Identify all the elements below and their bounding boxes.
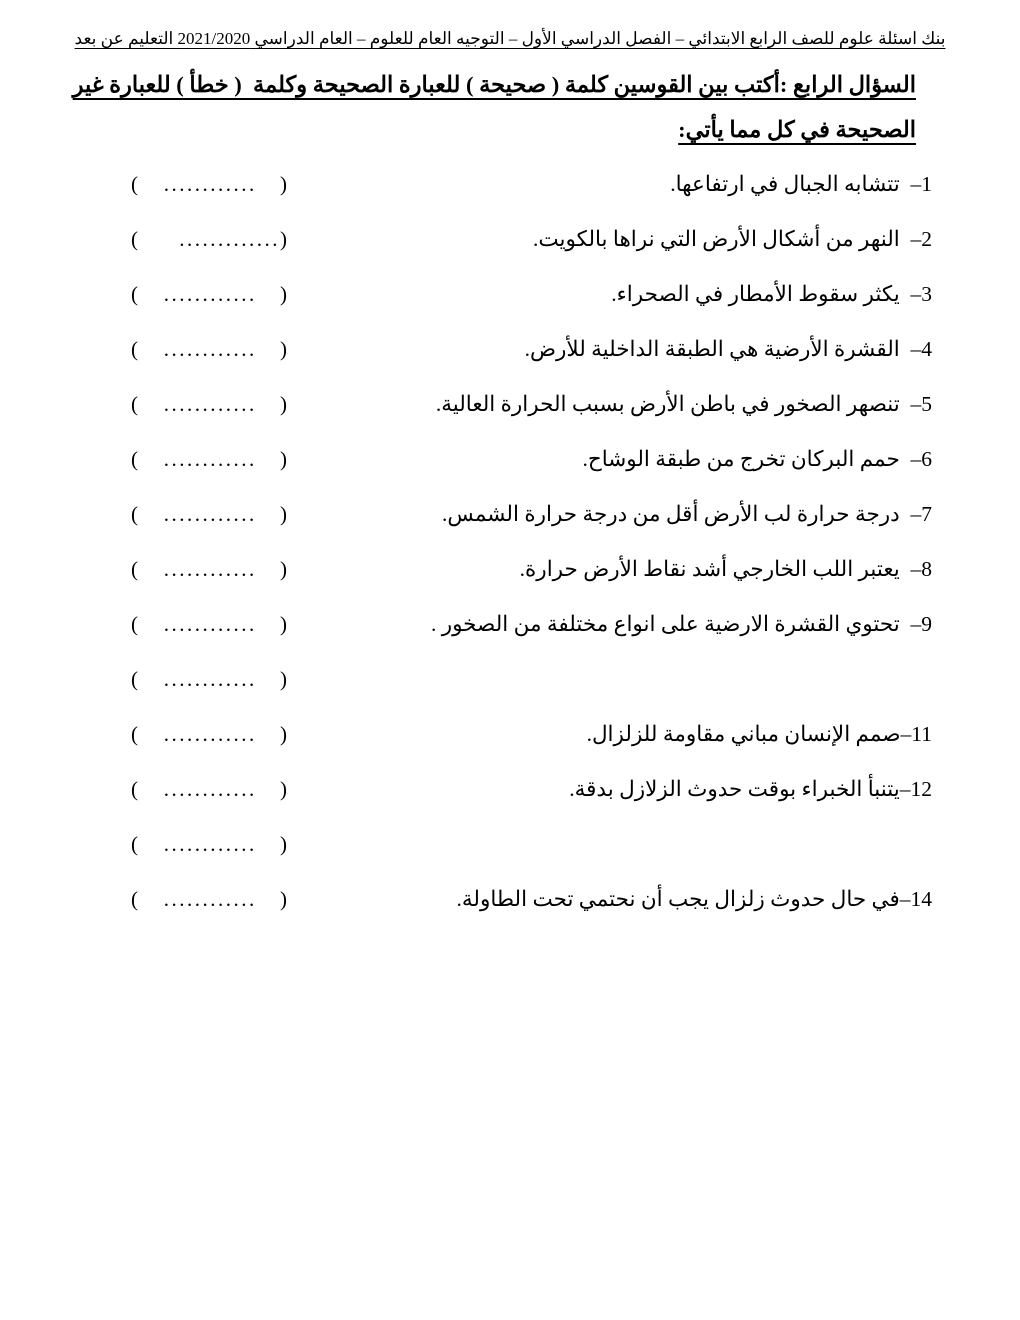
answer-bracket: ( ............ ) (131, 282, 290, 306)
statement-row-7 (95, 487, 932, 542)
answer-bracket: ( ............ ) (131, 777, 290, 801)
answer-bracket: ( ............ ) (131, 612, 290, 636)
statement-row-4 (95, 322, 932, 377)
document-header (70, 26, 950, 52)
statement-text: 3– يكثر سقوط الأمطار في الصحراء. (611, 282, 932, 306)
statement-row-3 (95, 267, 932, 322)
answer-bracket: ( ............ ) (131, 667, 290, 691)
statement-text: 5– تنصهر الصخور في باطن الأرض بسبب الحرارة العالية. (435, 392, 932, 416)
answer-bracket: ( ............ ) (131, 447, 290, 471)
statement-row-6 (95, 432, 932, 487)
statement-text: 7– درجة حرارة لب الأرض أقل من درجة حرارة الشمس. (442, 502, 932, 526)
answer-bracket: ( ............ ) (131, 887, 290, 911)
statement-text: 4– القشرة الأرضية هي الطبقة الداخلية للأرض. (524, 337, 932, 361)
statement-text: 14–في حال حدوث زلزال يجب أن نحتمي تحت الطاولة. (456, 887, 932, 911)
answer-bracket: ( .............) (131, 227, 290, 251)
question-title (60, 62, 916, 152)
statement-text: 2– النهر من أشكال الأرض التي نراها بالكويت. (533, 227, 932, 251)
statement-text: 1– تتشابه الجبال في ارتفاعها. (670, 172, 932, 196)
question-title-line1: السؤال الرابع :أكتب بين القوسين كلمة ( صحيحة ) للعبارة الصحيحة وكلمة ( خطأ ) للعبارة غير (72, 72, 916, 97)
statement-row-12 (95, 762, 932, 817)
statement-row-10 (95, 652, 932, 707)
statement-row-11 (95, 707, 932, 762)
statement-row-8 (95, 542, 932, 597)
answer-bracket: ( ............ ) (131, 557, 290, 581)
statement-text: 9– تحتوي القشرة الارضية على انواع مختلفة من الصخور . (430, 612, 932, 636)
statement-row-5 (95, 377, 932, 432)
answer-bracket: ( ............ ) (131, 502, 290, 526)
question-title-line2: الصحيحة في كل مما يأتي: (678, 117, 916, 142)
answer-bracket: ( ............ ) (131, 832, 290, 856)
statements-list (95, 157, 932, 927)
answer-bracket: ( ............ ) (131, 172, 290, 196)
statement-text: 6– حمم البركان تخرج من طبقة الوشاح. (582, 447, 932, 471)
statement-row-1 (95, 157, 932, 212)
answer-bracket: ( ............ ) (131, 722, 290, 746)
statement-text: 8– يعتبر اللب الخارجي أشد نقاط الأرض حرارة. (519, 557, 932, 581)
answer-bracket: ( ............ ) (131, 392, 290, 416)
statement-row-13 (95, 817, 932, 872)
answer-bracket: ( ............ ) (131, 337, 290, 361)
header-text: بنك اسئلة علوم للصف الرابع الابتدائي – الفصل الدراسي الأول – التوجيه العام للعلوم – العام الدراسي 2021/2020 التعليم عن بعد (74, 29, 946, 48)
statement-row-9 (95, 597, 932, 652)
statement-text: 11–صمم الإنسان مباني مقاومة للزلزال. (586, 722, 932, 746)
statement-row-2 (95, 212, 932, 267)
statement-text: 12–يتنبأ الخبراء بوقت حدوث الزلازل بدقة. (569, 777, 932, 801)
statement-row-14 (95, 872, 932, 927)
